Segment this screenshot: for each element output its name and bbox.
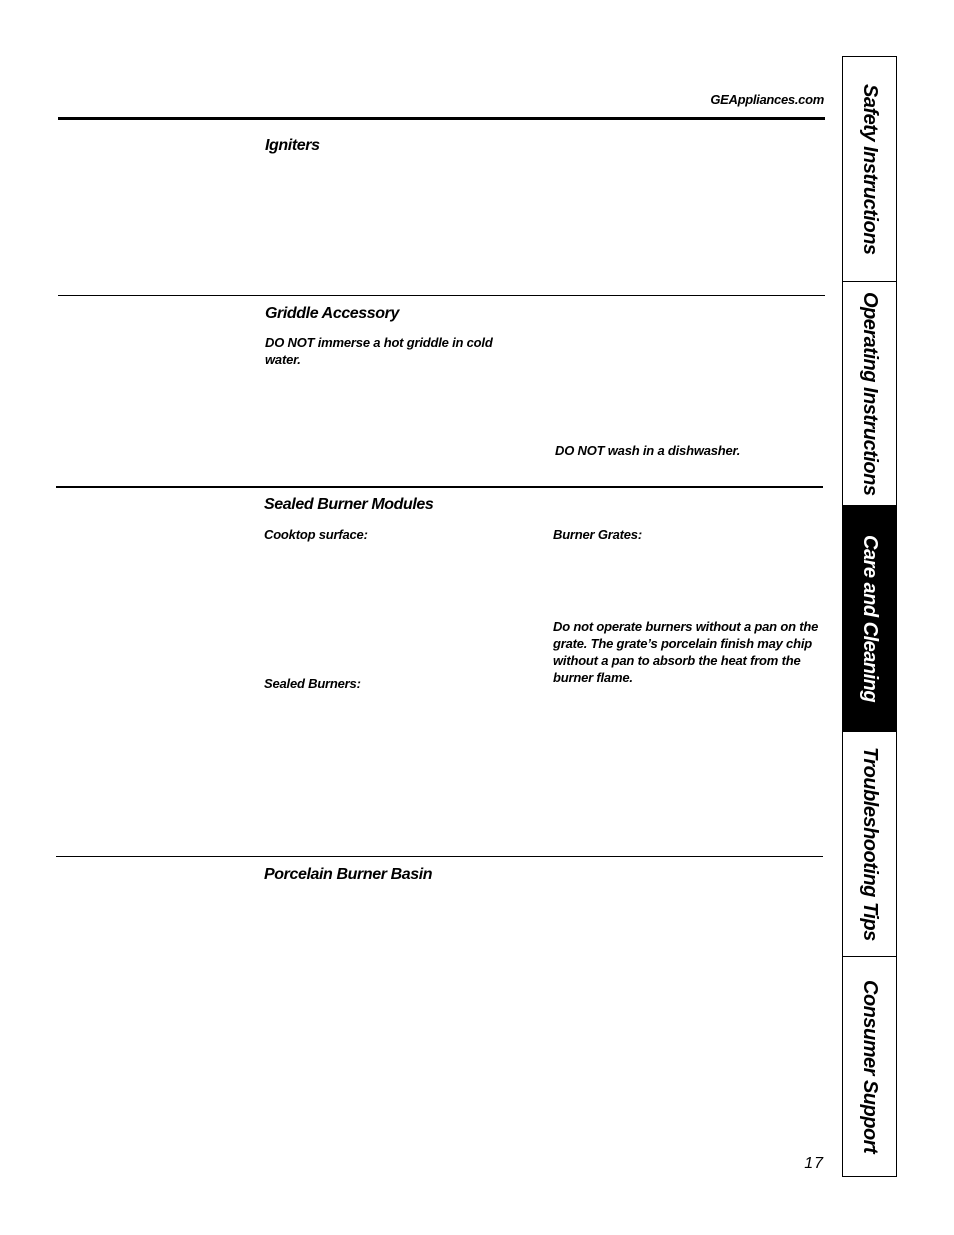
- cooktop-surface-label: Cooktop surface:: [264, 527, 368, 542]
- sealed-burner-heading: Sealed Burner Modules: [264, 496, 434, 513]
- griddle-warning: DO NOT immerse a hot griddle in cold water.: [265, 335, 493, 367]
- section-divider: [56, 486, 823, 488]
- side-tab-nav: [842, 56, 897, 1177]
- tab-label: Consumer Support: [859, 979, 881, 1154]
- dishwasher-note: DO NOT wash in a dishwasher.: [555, 443, 741, 458]
- tab-troubleshooting-tips[interactable]: [843, 732, 896, 957]
- header-divider: [58, 117, 825, 120]
- sealed-burners-label: Sealed Burners:: [264, 676, 361, 691]
- section-divider: [56, 856, 823, 857]
- burner-grates-label: Burner Grates:: [553, 527, 642, 542]
- tab-label: Operating Instructions: [859, 291, 881, 496]
- tab-consumer-support[interactable]: [843, 957, 896, 1176]
- site-url: GEAppliances.com: [710, 92, 824, 107]
- igniters-heading: Igniters: [265, 137, 320, 154]
- tab-label: Troubleshooting Tips: [859, 747, 881, 941]
- tab-care-and-cleaning[interactable]: [843, 506, 896, 732]
- tab-operating-instructions[interactable]: [843, 282, 896, 506]
- tab-label: Safety Instructions: [859, 83, 881, 255]
- burner-grates-warning: Do not operate burners without a pan on the grate. The grate’s porcelain finish may chip without a pan to absorb the heat from the burner flame.: [553, 619, 819, 685]
- section-divider: [58, 295, 825, 296]
- tab-label: Care and Cleaning: [859, 534, 881, 703]
- page-number: 17: [804, 1155, 824, 1172]
- griddle-heading: Griddle Accessory: [265, 305, 400, 322]
- tab-safety-instructions[interactable]: [843, 57, 896, 282]
- burner-basin-heading: Porcelain Burner Basin: [264, 866, 433, 883]
